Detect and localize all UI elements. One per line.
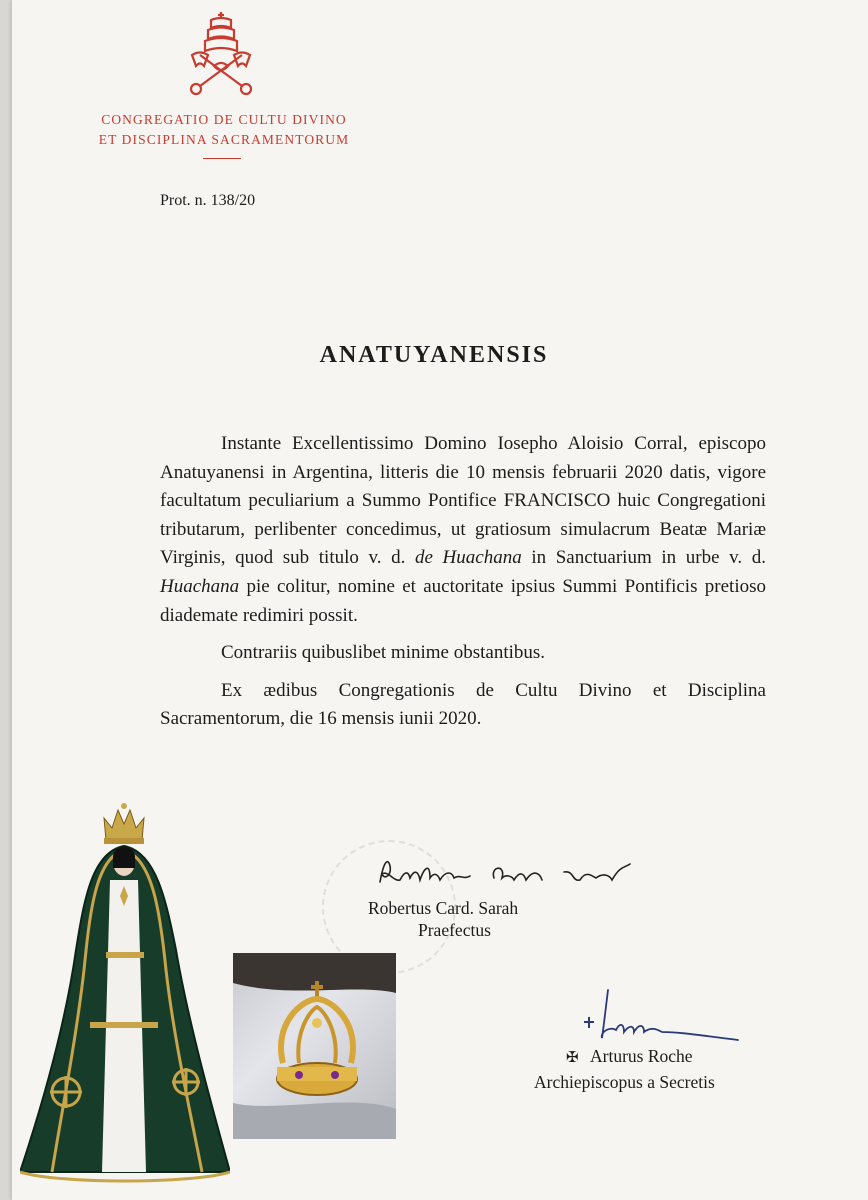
document-title: ANATUYANENSIS: [319, 342, 549, 368]
decree-paragraph-2: Contrariis quibuslibet minime obstantibus.: [221, 642, 546, 664]
signatory-1-role: Praefectus: [418, 920, 491, 940]
scan-edge: [0, 0, 12, 1200]
decree-body: [160, 430, 766, 734]
header-divider: [203, 158, 241, 159]
protocol-number: Prot. n. 138/20: [160, 192, 256, 209]
header-line-1: CONGREGATIO DE CULTU DIVINO: [101, 112, 347, 127]
huachana-title: de Huachana: [415, 547, 522, 569]
huachana-city: Huachana: [160, 575, 240, 597]
signature-roche: [578, 986, 748, 1052]
signatory-2-name: Arturus Roche: [590, 1046, 693, 1066]
papal-coat-of-arms-icon: [178, 8, 264, 98]
crown-icon: [104, 803, 144, 844]
decree-paragraph-1: Instante Excellentissimo Domino Iosepho Aloisio Corral, episcopo Anatuyanensi in Argentina, litteris die 10 mensis februarii 2020 datis, vigore facultatum peculiarium a Summo Pontifice FRANCISCO huic Congregationi tributarum, perlibenter concedimus, ut gratiosum simulacrum Beatæ Mariæ Virginis, quod sub titulo v. d. de Huachana in Sanctuarium in urbe v. d. Huachana pie colitur, nomine et auctoritate ipsius Summi Pontificis pretioso diademate redimiri possit.: [160, 433, 766, 626]
signatory-1-name: Robertus Card. Sarah: [368, 898, 519, 918]
virgin-mary-statue-image: [20, 800, 230, 1192]
cross-icon: ✠: [566, 1050, 579, 1066]
signature-sarah: [374, 852, 644, 892]
congregation-name: [74, 110, 374, 150]
signatory-2-role: Archiepiscopus a Secretis: [534, 1072, 715, 1092]
header-line-2: ET DISCIPLINA SACRAMENTORUM: [98, 132, 350, 147]
golden-crown-photo: [233, 953, 396, 1139]
golden-crown-icon: [233, 953, 396, 1139]
decree-paragraph-3: Ex ædibus Congregationis de Cultu Divino et Disciplina Sacramentorum, die 16 mensis iunii 2020.: [160, 679, 766, 730]
